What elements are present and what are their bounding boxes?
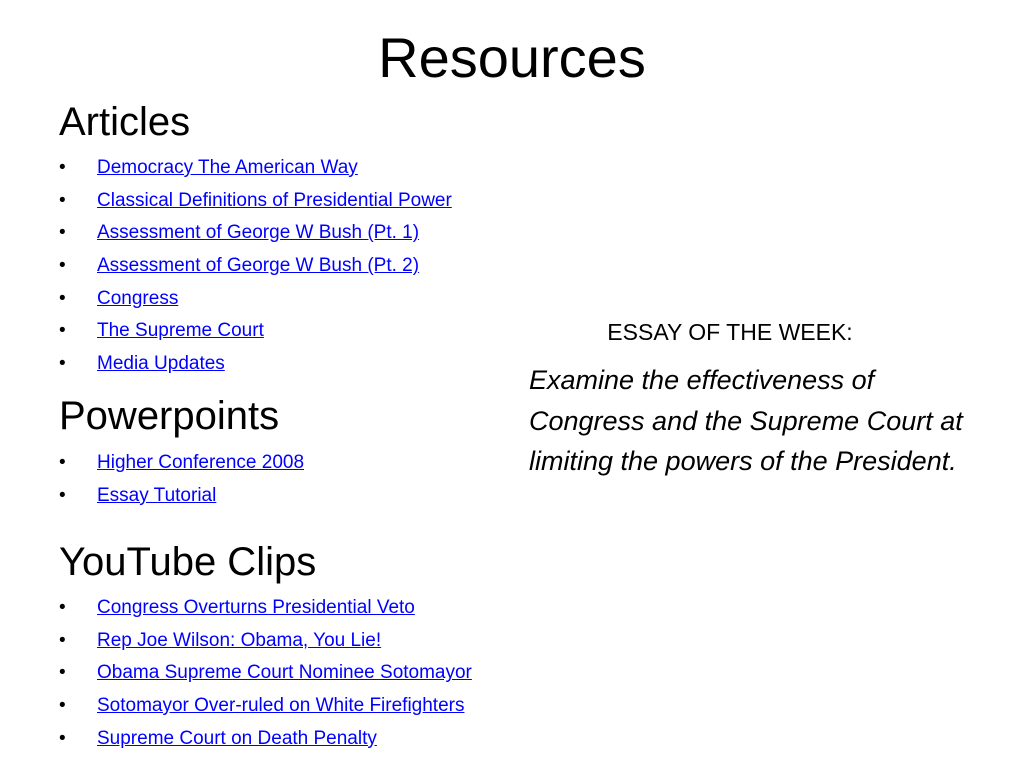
bullet: •	[59, 320, 66, 342]
link-higher-conference-2008[interactable]: Higher Conference 2008	[97, 452, 305, 473]
essay-heading: ESSAY OF THE WEEK:	[607, 319, 853, 345]
bullet: •	[59, 662, 66, 684]
powerpoints-heading: Powerpoints	[59, 394, 280, 438]
link-media-updates[interactable]: Media Updates	[97, 353, 225, 375]
bullet: •	[59, 452, 66, 473]
link-sotomayor-nominee[interactable]: Obama Supreme Court Nominee Sotomayor	[97, 662, 472, 684]
slide-title: Resources	[378, 26, 646, 89]
link-bush-assessment-pt1[interactable]: Assessment of George W Bush (Pt. 1)	[97, 222, 420, 244]
link-rep-joe-wilson[interactable]: Rep Joe Wilson: Obama, You Lie!	[97, 629, 382, 651]
link-death-penalty[interactable]: Supreme Court on Death Penalty	[97, 727, 377, 749]
bullet: •	[59, 629, 66, 651]
bullet: •	[59, 597, 66, 618]
bullet: •	[59, 287, 66, 309]
bullet: •	[59, 727, 66, 749]
essay-body: Examine the effectiveness of Congress and the Supreme Court at limiting the powers of the President.	[529, 365, 963, 476]
bullet: •	[59, 484, 66, 506]
link-democracy-american-way[interactable]: Democracy The American Way	[97, 157, 358, 178]
link-congress[interactable]: Congress	[97, 287, 179, 309]
bullet: •	[59, 695, 66, 717]
bullet: •	[59, 353, 66, 375]
youtube-heading: YouTube Clips	[59, 540, 317, 584]
bullet: •	[59, 255, 66, 277]
link-sotomayor-firefighters[interactable]: Sotomayor Over-ruled on White Firefighters	[97, 695, 465, 717]
bullet: •	[59, 189, 66, 211]
link-congress-overturns-veto[interactable]: Congress Overturns Presidential Veto	[97, 597, 415, 618]
bullet: •	[59, 222, 66, 244]
link-classical-definitions[interactable]: Classical Definitions of Presidential Power	[97, 189, 452, 211]
link-supreme-court[interactable]: The Supreme Court	[97, 320, 264, 342]
link-essay-tutorial[interactable]: Essay Tutorial	[97, 484, 217, 506]
link-bush-assessment-pt2[interactable]: Assessment of George W Bush (Pt. 2)	[97, 255, 420, 277]
articles-heading: Articles	[59, 100, 191, 144]
bullet: •	[59, 157, 66, 178]
